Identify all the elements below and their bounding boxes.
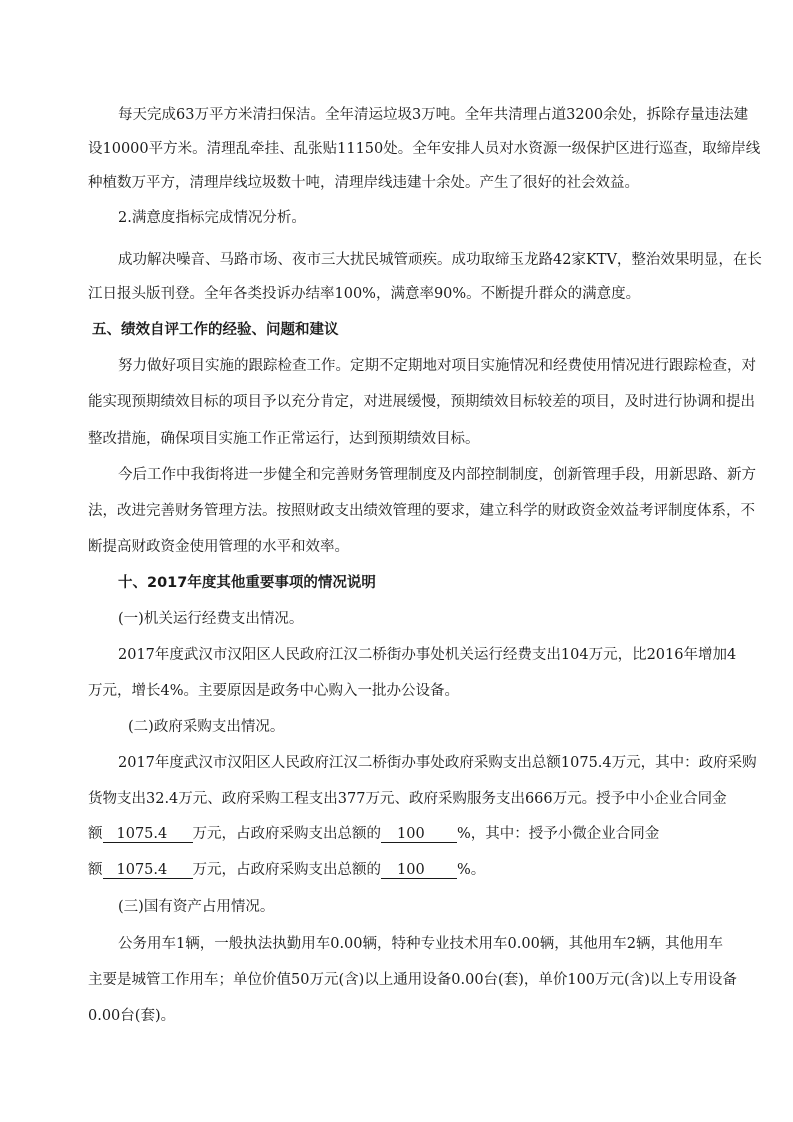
section-heading: 五、绩效自评工作的经验、问题和建议 xyxy=(92,322,339,338)
contract-amount-blank: 1075.4 xyxy=(103,862,193,879)
paragraph-line: 货物支出32.4万元、政府采购工程支出377万元、政府采购服务支出666万元。授予中小企业合同金 xyxy=(88,791,727,807)
paragraph-line: 0.00台(套)。 xyxy=(88,1008,176,1024)
percentage-blank: 100 xyxy=(381,826,457,843)
paragraph-line: 断提高财政资金使用管理的水平和效率。 xyxy=(88,539,349,555)
paragraph-line: 能实现预期绩效目标的项目予以充分肯定，对进展缓慢，预期绩效目标较差的项目，及时进行协调和提出 xyxy=(88,394,755,410)
paragraph-line: 成功解决噪音、马路市场、夜市三大扰民城管顽疾。成功取缔玉龙路42家KTV，整治效果明显，在长 xyxy=(118,252,762,268)
paragraph-line: 设10000平方米。清理乱牵挂、乱张贴11150处。全年安排人员对水资源一级保护区进行巡查，取缔岸线 xyxy=(88,141,761,157)
percentage-blank: 100 xyxy=(381,862,457,879)
line-middle: 万元，占政府采购支出总额的 xyxy=(192,862,381,878)
line-suffix: %。 xyxy=(457,862,486,878)
paragraph-line: 法，改进完善财务管理方法。按照财政支出绩效管理的要求，建立科学的财政资金效益考评制度体系，不 xyxy=(88,503,755,519)
subsection-heading: 2.满意度指标完成情况分析。 xyxy=(118,210,306,226)
line-prefix: 额 xyxy=(88,826,103,842)
line-prefix: 额 xyxy=(88,862,103,878)
contract-amount-blank: 1075.4 xyxy=(103,826,193,843)
subsection-heading: (二)政府采购支出情况。 xyxy=(128,719,285,735)
paragraph-line: 每天完成63万平方米清扫保洁。全年清运垃圾3万吨。全年共清理占道3200余处，拆除存量违法建 xyxy=(118,107,749,123)
subsection-heading: (一)机关运行经费支出情况。 xyxy=(118,611,304,627)
paragraph-line: 2017年度武汉市汉阳区人民政府江汉二桥街办事处机关运行经费支出104万元，比2016年增加4 xyxy=(118,647,737,663)
paragraph-line: 种植数万平方，清理岸线垃圾数十吨，清理岸线违建十余处。产生了很好的社会效益。 xyxy=(88,175,639,191)
section-heading: 十、2017年度其他重要事项的情况说明 xyxy=(118,575,376,591)
paragraph-line: 万元，增长4%。主要原因是政务中心购入一批办公设备。 xyxy=(88,683,460,699)
subsection-heading: (三)国有资产占用情况。 xyxy=(118,899,275,915)
paragraph-line: 公务用车1辆，一般执法执勤用车0.00辆，特种专业技术用车0.00辆，其他用车2辆，其他用车 xyxy=(118,936,724,952)
paragraph-line: 今后工作中我街将进一步健全和完善财务管理制度及内部控制制度，创新管理手段，用新思路、新方 xyxy=(118,467,756,483)
line-middle: 万元，占政府采购支出总额的 xyxy=(192,826,381,842)
paragraph-line: 江日报头版刊登。全年各类投诉办结率100%，满意率90%。不断提升群众的满意度。 xyxy=(88,286,641,302)
paragraph-line: 2017年度武汉市汉阳区人民政府江汉二桥街办事处政府采购支出总额1075.4万元，其中：政府采购 xyxy=(118,755,757,771)
paragraph-line: 主要是城管工作用车；单位价值50万元(含)以上通用设备0.00台(套)，单价100万元(含)以上专用设备 xyxy=(88,972,737,988)
paragraph-line: 整改措施，确保项目实施工作正常运行，达到预期绩效目标。 xyxy=(88,431,480,447)
fill-in-line xyxy=(88,860,485,880)
fill-in-line xyxy=(88,824,659,844)
line-suffix: %，其中：授予小微企业合同金 xyxy=(457,826,660,842)
paragraph-line: 努力做好项目实施的跟踪检查工作。定期不定期地对项目实施情况和经费使用情况进行跟踪检查，对 xyxy=(118,358,756,374)
